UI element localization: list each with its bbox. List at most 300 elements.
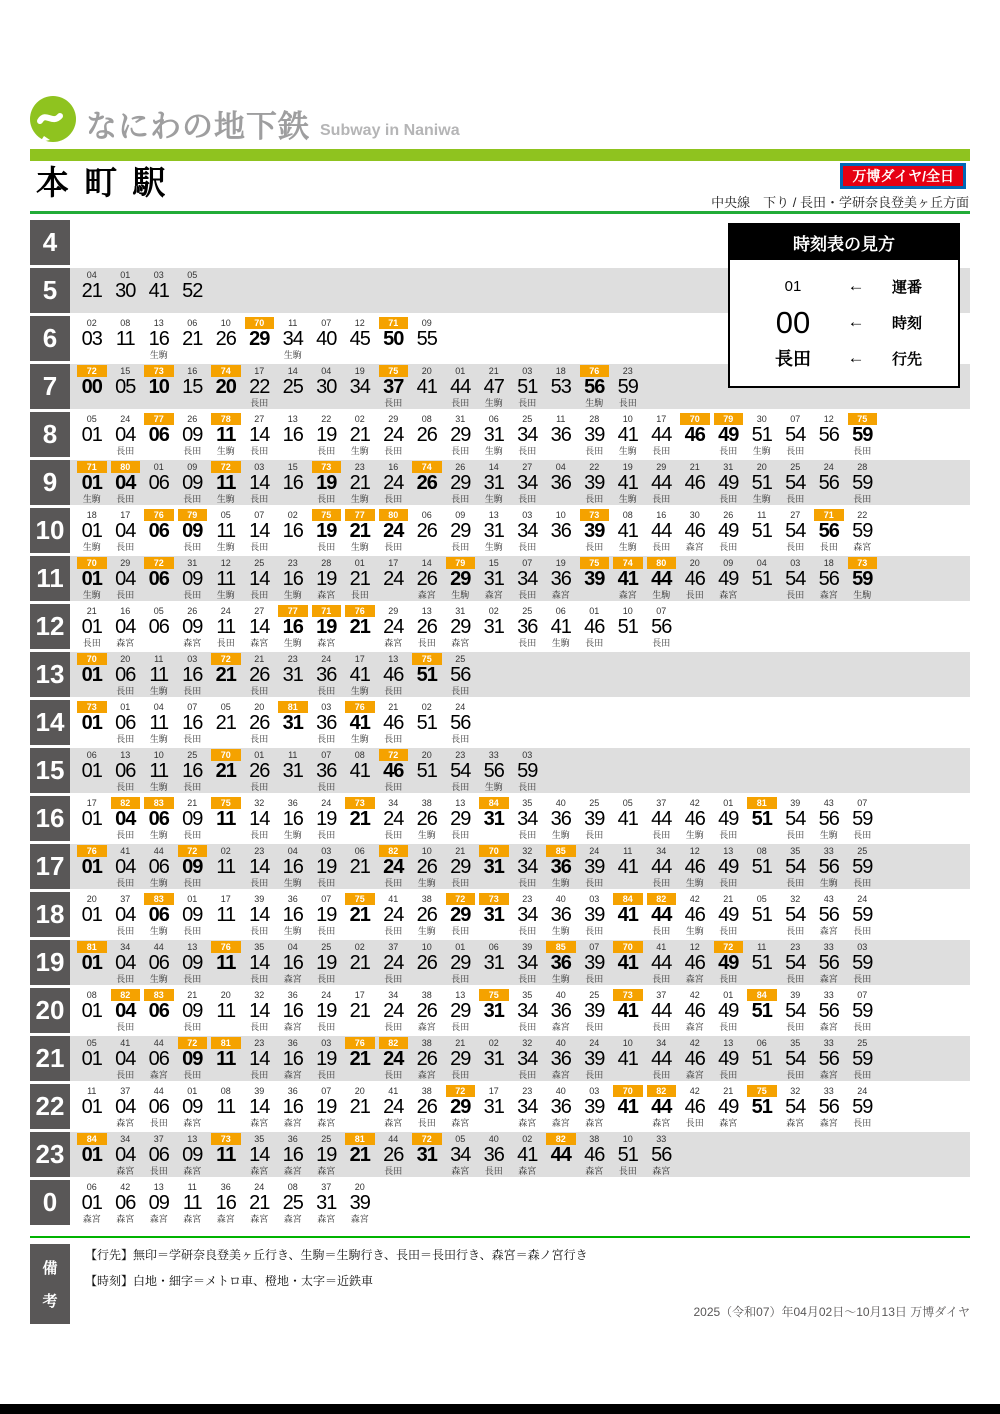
departure-cell [578,1132,612,1177]
departure-cell [812,556,846,601]
destination: 長田 [853,878,872,888]
destination: 長田 [518,830,537,840]
departure-cell [477,844,511,889]
run-number: 72 [77,365,107,377]
destination [745,1118,779,1129]
run-number: 41 [656,942,667,952]
run-number: 44 [388,1134,399,1144]
run-number: 71 [814,509,844,521]
departure-time: 59 [852,952,873,974]
destination: 長田 [116,734,135,744]
destination: 森宮 [451,1118,470,1128]
run-number: 37 [656,990,667,1000]
departure-cell [544,1036,578,1081]
hour-row-21 [30,1036,970,1081]
departure-time: 34 [349,376,370,398]
departure-cell [310,1180,344,1225]
departure-cell [611,892,645,937]
destination: 森宮 [250,1214,269,1224]
departure-time: 44 [651,952,672,974]
destination-note: 【行先】無印＝学研奈良登美ヶ丘行き、生駒＝生駒行き、長田＝長田行き、森宮＝森ノ宮行き [85,1248,588,1262]
departure-time: 14 [249,568,270,590]
departure-time: 41 [617,1096,638,1118]
run-number: 25 [522,414,533,424]
destination: 森宮 [618,590,637,600]
departure-time: 14 [249,424,270,446]
departure-cell [343,1132,377,1177]
departure-cell [75,1084,109,1129]
hour-label: 9 [30,460,70,505]
run-number: 10 [421,942,432,952]
departure-cell [176,508,210,553]
hour-label: 16 [30,796,70,841]
destination: 長田 [652,542,671,552]
departure-cell [578,460,612,505]
departure-time: 04 [115,904,136,926]
departure-time: 54 [785,904,806,926]
departure-cell [109,268,143,313]
departure-cell [444,460,478,505]
run-number: 05 [153,606,164,616]
destination: 長田 [451,686,470,696]
departure-cell [310,652,344,697]
destination: 生駒 [585,398,604,408]
run-number: 01 [254,750,265,760]
destination [410,494,444,505]
departure-time: 44 [651,568,672,590]
run-number: 28 [589,414,600,424]
destination: 長田 [317,974,336,984]
destination: 生駒 [484,446,503,456]
departure-cell [75,1180,109,1225]
destination: 長田 [819,542,838,552]
destination [209,926,243,937]
destination: 長田 [618,1166,637,1176]
run-number: 18 [555,366,566,376]
legend-box [728,223,960,388]
destination: 長田 [317,1022,336,1032]
departure-time: 24 [383,904,404,926]
run-number: 81 [345,1133,375,1145]
run-number: 36 [287,1134,298,1144]
run-number: 21 [723,1086,734,1096]
run-number: 75 [312,509,342,521]
run-number: 41 [388,894,399,904]
departure-time: 24 [383,616,404,638]
run-number: 24 [857,1086,868,1096]
departure-time: 36 [550,856,571,878]
destination: 長田 [786,542,805,552]
run-number: 17 [86,798,97,808]
departure-time: 09 [182,472,203,494]
departure-time: 54 [785,1000,806,1022]
departure-cell [377,364,411,409]
departure-time: 34 [517,1000,538,1022]
run-number: 25 [321,1134,332,1144]
departure-time: 56 [818,808,839,830]
destination: 森宮 [149,1070,168,1080]
run-number: 02 [354,414,365,424]
departure-cell [377,652,411,697]
departure-time: 56 [651,616,672,638]
destination: 長田 [451,734,470,744]
destination: 森宮 [283,1022,302,1032]
run-number: 21 [254,654,265,664]
run-number: 40 [555,1086,566,1096]
departure-time: 54 [785,952,806,974]
destination: 生駒 [283,350,302,360]
departure-cell [142,268,176,313]
departure-time: 56 [584,376,605,398]
departure-cell [578,1084,612,1129]
run-number: 44 [153,1086,164,1096]
run-number: 20 [86,894,97,904]
departure-time: 34 [517,856,538,878]
departure-time: 16 [282,1096,303,1118]
departure-time: 06 [115,664,136,686]
departure-time: 34 [517,520,538,542]
run-number: 01 [455,942,466,952]
departure-time: 11 [216,856,236,878]
departure-time: 21 [349,1144,370,1166]
destination: 長田 [384,974,403,984]
run-number: 82 [111,989,141,1001]
destination [410,1166,444,1177]
destination: 森宮 [819,1118,838,1128]
destination: 生駒 [216,446,235,456]
destination [209,878,243,889]
departure-cell [544,364,578,409]
departure-time: 30 [115,280,136,302]
departure-time: 46 [684,568,705,590]
departure-cell [243,796,277,841]
destination: 生駒 [853,590,872,600]
run-number: 72 [446,1085,476,1097]
departure-time: 51 [751,1000,772,1022]
run-number: 75 [379,365,409,377]
hour-label: 18 [30,892,70,937]
departure-time: 21 [349,568,370,590]
destination: 生駒 [484,782,503,792]
departure-time: 41 [550,616,571,638]
departure-time: 16 [182,760,203,782]
run-number: 03 [790,558,801,568]
departure-time: 59 [852,1000,873,1022]
destination: 長田 [317,878,336,888]
departure-cell [75,1132,109,1177]
destination: 長田 [484,1166,503,1176]
departure-time: 11 [216,1144,236,1166]
departure-cell [209,556,243,601]
departure-cell [243,460,277,505]
departure-cell [310,1036,344,1081]
departure-time: 04 [115,1000,136,1022]
destination: 生駒 [819,878,838,888]
departure-cell [779,796,813,841]
departure-cell [176,940,210,985]
departure-cell [477,412,511,457]
departure-cell [209,460,243,505]
legend-row-time [750,304,938,340]
departure-time: 39 [584,952,605,974]
departure-time: 04 [115,1048,136,1070]
departure-cell [410,556,444,601]
departure-time: 26 [215,328,236,350]
destination: 生駒 [685,830,704,840]
logo-subtext: Subway in Naniwa [320,122,460,139]
departure-cell [477,364,511,409]
destination: 長田 [250,878,269,888]
destination [377,350,411,361]
departure-time: 34 [282,328,303,350]
departure-cell [578,940,612,985]
destination: 森宮 [417,1070,436,1080]
run-number: 44 [153,846,164,856]
run-number: 12 [689,942,700,952]
destination: 生駒 [618,446,637,456]
hour-label: 21 [30,1036,70,1081]
destination: 森宮 [283,1070,302,1080]
departure-time: 16 [282,1144,303,1166]
destination: 長田 [585,830,604,840]
hour-label: 8 [30,412,70,457]
run-number: 81 [77,941,107,953]
departure-cell [142,364,176,409]
run-number: 10 [622,1134,633,1144]
hour-row-23 [30,1132,970,1177]
departure-cell [209,1084,243,1129]
destination: 長田 [853,974,872,984]
run-number: 12 [689,846,700,856]
departure-cell [444,1084,478,1129]
destination: 森宮 [317,1166,336,1176]
destination: 長田 [317,782,336,792]
departure-time: 55 [416,328,437,350]
departure-cell [812,892,846,937]
departure-time: 15 [182,376,203,398]
run-number: 08 [354,750,365,760]
destination: 長田 [853,926,872,936]
departure-time: 53 [550,376,571,398]
departure-cell [611,1036,645,1081]
departure-cell [812,796,846,841]
departure-time: 44 [651,808,672,830]
departure-time: 44 [450,376,471,398]
run-number: 72 [211,653,241,665]
run-number: 84 [613,893,643,905]
departure-time: 01 [81,616,102,638]
departure-time: 04 [115,1144,136,1166]
departure-time: 41 [617,1048,638,1070]
departure-cell [75,988,109,1033]
departure-time: 26 [416,904,437,926]
destination [611,926,645,937]
destination: 森宮 [384,1118,403,1128]
destination [410,398,444,409]
departure-cell [410,1132,444,1177]
departure-cell [477,1036,511,1081]
run-number: 11 [288,750,298,760]
departure-cell [678,460,712,505]
destination: 生駒 [350,446,369,456]
destination: 森宮 [317,590,336,600]
departure-time: 04 [115,520,136,542]
departure-time: 06 [115,760,136,782]
run-number: 25 [522,606,533,616]
destination [477,638,511,649]
run-number: 39 [522,942,533,952]
destination: 長田 [82,638,101,648]
departure-cell [276,1180,310,1225]
run-number: 80 [379,509,409,521]
departure-cell [75,556,109,601]
destination: 長田 [786,1070,805,1080]
departure-time: 25 [282,376,303,398]
run-number: 72 [211,461,241,473]
departure-time: 06 [148,952,169,974]
destination: 長田 [350,590,369,600]
departure-cell [176,988,210,1033]
departure-time: 39 [584,520,605,542]
run-number: 13 [723,1038,734,1048]
run-number: 30 [756,414,767,424]
departure-cell [209,940,243,985]
run-number: 13 [153,1182,164,1192]
departure-cell [511,412,545,457]
departure-cell [310,988,344,1033]
departure-time: 39 [584,424,605,446]
departure-cell [243,1084,277,1129]
departure-time: 16 [282,1048,303,1070]
run-number: 35 [790,846,801,856]
destination: 生駒 [283,638,302,648]
destination: 長田 [250,590,269,600]
departure-cell [343,940,377,985]
departure-time: 09 [182,856,203,878]
run-number: 23 [254,846,265,856]
run-number: 43 [823,894,834,904]
destination [109,350,143,361]
departure-cell [343,844,377,889]
departure-cell [611,556,645,601]
destination: 長田 [384,1022,403,1032]
legend-run-example: 01 [784,277,802,295]
destination: 生駒 [283,830,302,840]
run-number: 24 [857,894,868,904]
run-number: 76 [345,701,375,713]
departure-time: 11 [149,712,169,734]
departure-cell [75,412,109,457]
run-number: 11 [556,414,566,424]
departure-time: 54 [785,1048,806,1070]
departure-time: 24 [383,952,404,974]
departure-cell [310,796,344,841]
destination: 長田 [116,1022,135,1032]
departure-time: 26 [249,760,270,782]
departure-cell [544,796,578,841]
destination: 長田 [518,590,537,600]
departure-time: 41 [517,1144,538,1166]
departure-time: 16 [282,568,303,590]
run-number: 29 [388,606,399,616]
run-number: 25 [455,654,466,664]
hour-label: 22 [30,1084,70,1129]
run-number: 11 [154,654,164,664]
hour-label: 14 [30,700,70,745]
destination: 長田 [451,1070,470,1080]
run-number: 35 [254,1134,265,1144]
destination: 森宮 [283,1166,302,1176]
run-number: 18 [86,510,97,520]
destination [276,782,310,793]
run-number: 77 [278,605,308,617]
departure-cell [75,652,109,697]
run-number: 27 [790,510,801,520]
destination [745,830,779,841]
destination: 長田 [685,590,704,600]
run-number: 80 [647,557,677,569]
departure-cell [142,988,176,1033]
run-number: 19 [622,462,633,472]
departure-time: 26 [416,616,437,638]
departure-cell [377,1132,411,1177]
departure-cell [645,1132,679,1177]
run-number: 12 [220,558,231,568]
departure-time: 39 [584,1000,605,1022]
departure-time: 36 [550,1000,571,1022]
departure-cell [243,604,277,649]
destination: 長田 [786,446,805,456]
run-number: 01 [120,702,131,712]
run-number: 79 [178,509,208,521]
departure-time: 16 [182,712,203,734]
destination: 森宮 [283,1214,302,1224]
run-number: 21 [455,846,466,856]
run-number: 43 [823,798,834,808]
departure-time: 34 [450,1144,471,1166]
run-number: 07 [321,894,332,904]
destination [276,494,310,505]
run-number: 34 [120,942,131,952]
run-number: 17 [354,654,365,664]
departure-time: 21 [215,664,236,686]
departure-cell [477,460,511,505]
run-number: 32 [522,1038,533,1048]
run-number: 06 [488,414,499,424]
run-number: 38 [421,894,432,904]
run-number: 38 [589,1134,600,1144]
departure-time: 52 [182,280,203,302]
departure-time: 09 [148,1192,169,1214]
departure-cell [75,748,109,793]
run-number: 79 [446,557,476,569]
run-number: 21 [455,1038,466,1048]
departure-time: 56 [450,712,471,734]
departure-time: 29 [450,616,471,638]
departure-cell [544,892,578,937]
destination: 生駒 [618,542,637,552]
departure-cell [712,460,746,505]
departure-time: 51 [416,664,437,686]
departure-cell [812,844,846,889]
departure-cell [645,796,679,841]
run-number: 21 [86,606,97,616]
destination [75,878,109,889]
destination [745,926,779,937]
run-number: 08 [120,318,131,328]
run-number: 75 [848,413,878,425]
departure-time: 41 [349,760,370,782]
